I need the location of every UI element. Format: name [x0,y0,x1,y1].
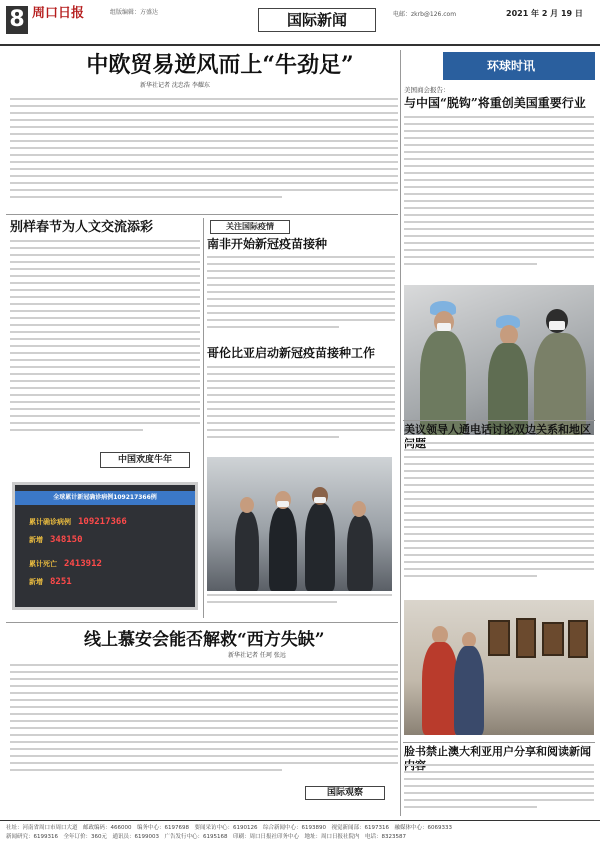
south-africa-body [207,256,395,340]
section-title: 国际新闻 [258,8,376,32]
billboard-headline: 全球累计新冠确诊病例109217366例 [15,491,195,505]
chamber-report-kicker: 美国商会报告： [404,86,450,94]
section-rule [403,420,595,421]
footer-address: 社址：河南省周口市周口大道 邮政编码：466000 编务中心：6197698 要闻采访中心：6190126 综合新闻中心：6193890 视觉新闻部：6197316 融媒体中心：6069333 [6,825,452,831]
section-rule [6,214,398,215]
billboard-row-new-deaths: 新增 8251 [29,577,72,587]
page-footer [0,820,600,847]
decoupling-headline: 与中国“脱钩”将重创美国重要行业 [404,96,586,110]
covid-count-billboard [12,482,198,610]
billboard-row-deaths: 累计死亡 2413912 [29,559,102,569]
festival-article-body [10,240,200,445]
peacekeepers-photo [404,285,594,435]
editor-credit: 组版编辑：方盛达 [110,9,159,16]
trade-article-body [10,98,398,210]
colombia-vaccine-photo [207,457,392,591]
page-number: 8 [6,6,28,34]
billboard-row-total: 累计确诊病例 109217366 [29,517,127,527]
decoupling-body [404,116,594,281]
security-conference-byline: 新华社记者 任珂 张远 [228,652,286,659]
section-rule [6,622,398,623]
festival-column-title: 中国欢度牛年 [100,452,190,468]
festival-article-headline: 别样春节为人文交流添彩 [10,220,154,235]
section-rule [403,742,595,743]
colombia-headline: 哥伦比亚启动新冠疫苗接种工作 [207,346,376,360]
focus-tag: 关注国际疫情 [210,220,290,234]
billboard-row-new: 新增 348150 [29,535,83,545]
colombia-photo-caption [207,594,392,614]
security-conference-body [10,664,398,782]
art-exhibition-photo [404,600,594,735]
trade-article-headline: 中欧贸易逆风而上“牛劲足” [86,52,354,78]
column-rule [400,50,401,816]
page-header [0,0,600,46]
facebook-ban-body [404,764,594,816]
colombia-body [207,366,395,452]
contact-email: 电邮：zkrb@126.com [393,11,457,18]
security-conference-headline: 线上慕安会能否解救“西方失缺” [84,630,325,650]
us-call-headline: 美议领导人通电话讨论双边关系和地区 [404,423,591,436]
trade-article-byline: 新华社记者 沈忠浩 李耀东 [140,82,210,89]
newspaper-name: 周口日报 [32,6,85,21]
south-africa-headline: 南非开始新冠疫苗接种 [207,237,328,251]
facebook-ban-headline: 脸书禁止澳大利亚用户分享和阅读新闻 [404,745,591,758]
us-call-body [404,442,594,594]
world-news-banner: 环球时讯 [443,52,595,80]
international-column-title: 国际观察 [305,786,385,800]
column-rule [203,218,204,618]
footer-contacts: 新闻研究：6199316 全年订价：360元 通讯员：6199003 广告发行中心：6195168 印刷：周口日报社印务中心 地址：周口日报社院内 电话：8323587 [6,834,406,840]
issue-date: 2021 年 2 月 19 日 [506,9,583,18]
